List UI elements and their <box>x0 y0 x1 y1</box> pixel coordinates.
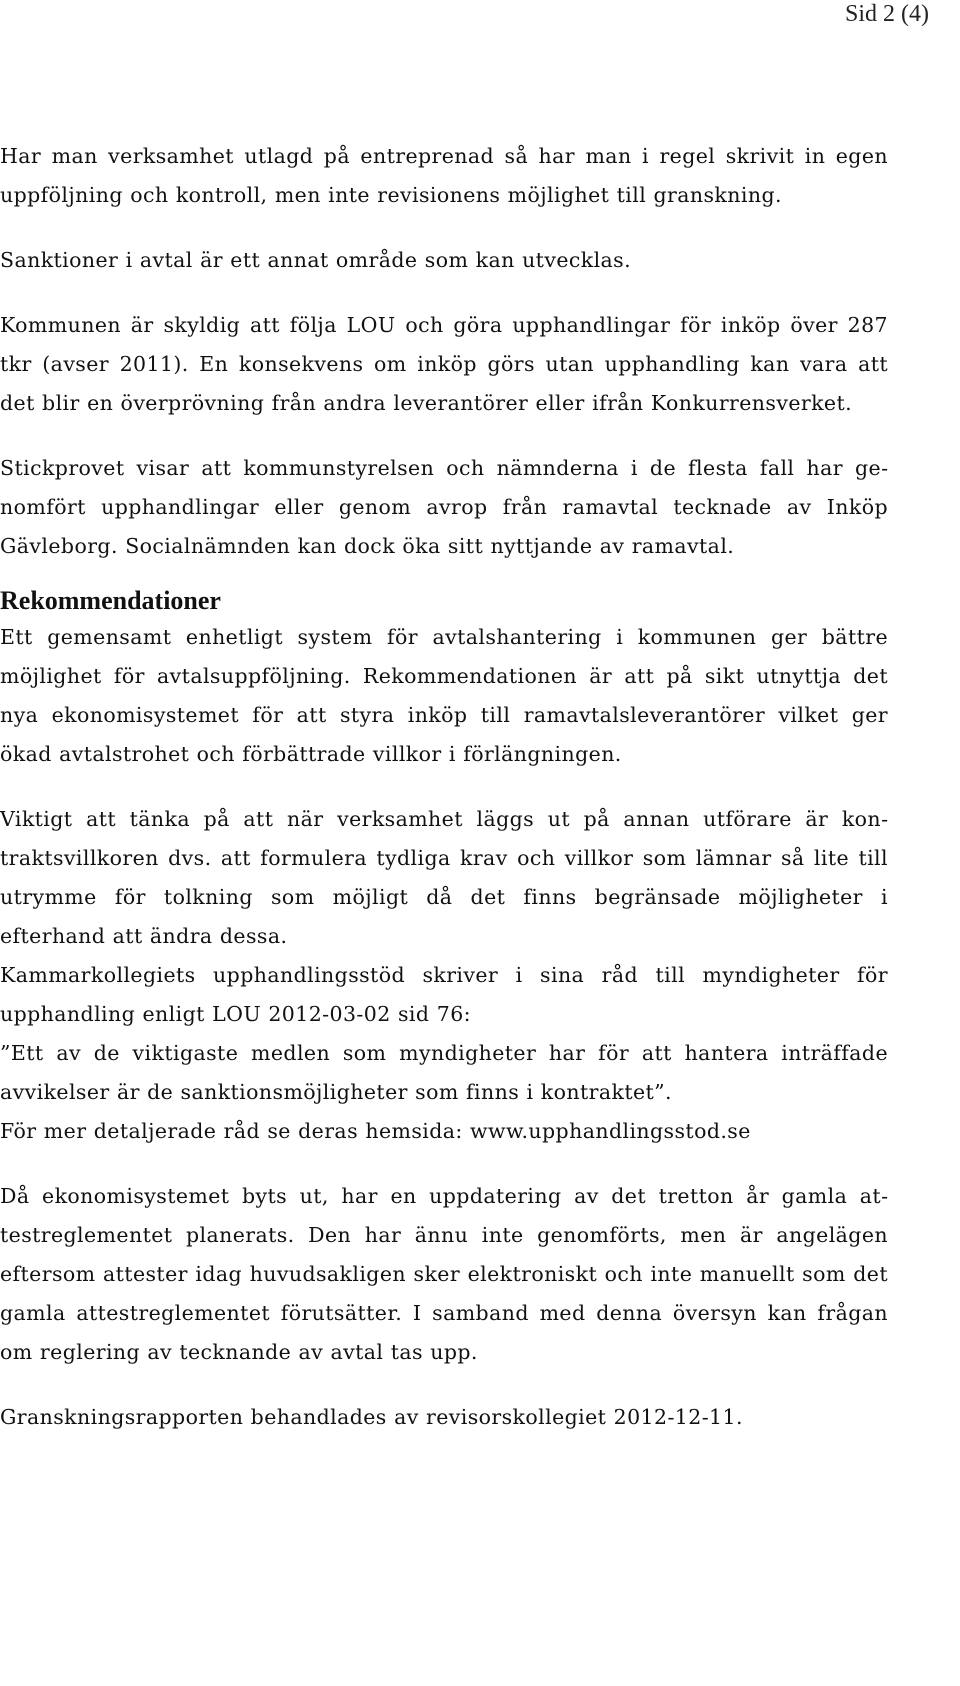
paragraph-kontraktsvillkor: Viktigt att tänka på att när verksamhet läggs ut på annan utförare är kontraktsvillkoren dvs. att formulera tydliga krav och villkor som lämnar så lite till utrymme för tolkning som möjligt då det finns begränsade möjligheter i efterhand att ändra dessa. <box>0 807 888 948</box>
paragraph-sanktioner: Sanktioner i avtal är ett annat område som kan utvecklas. <box>0 248 632 272</box>
section-heading-rekommendationer: Rekommendationer <box>0 586 221 615</box>
paragraph-entreprenad: Har man verksamhet utlagd på entreprenad så har man i regel skrivit in egen uppföljning och kontroll, men inte revisionens möjlighet till granskning. <box>0 144 888 207</box>
paragraph-attestreglemente: Då ekonomisystemet byts ut, har en uppdatering av det tretton år gamla attestreglementet planerats. Den har ännu inte genomförts, men är angelägen eftersom attester idag huvudsakligen sker elektroniskt och inte manuellt som det gamla attestreglementet förutsätter. I samband med denna översyn kan frågan om reglering av tecknande av avtal tas upp. <box>0 1184 888 1364</box>
paragraph-granskningsrapport: Granskningsrapporten behandlades av revisorskollegiet 2012-12-11. <box>0 1405 743 1429</box>
paragraph-stickprovet: Stickprovet visar att kommunstyrelsen och nämnderna i de flesta fall har genomfört upphandlingar eller genom avrop från ramavtal tecknade av Inköp Gävleborg. Socialnämnden kan dock öka sitt nyttjande av ramavtal. <box>0 456 888 558</box>
paragraph-avtalshantering: Ett gemensamt enhetligt system för avtalshantering i kommunen ger bättre möjlighet för avtalsuppföljning. Rekommendationen är att på sikt utnyttja det nya ekonomisystemet för att styra inköp till ramavtalsleverantörer vilket ger ökad avtalstrohet och förbättrade villkor i förlängningen. <box>0 625 888 766</box>
paragraph-kammarkollegiet: Kammarkollegiets upphandlingsstöd skriver i sina råd till myndigheter för upphandling enligt LOU 2012-03-02 sid 76: <box>0 963 888 1026</box>
paragraph-website: För mer detaljerade råd se deras hemsida: www.upphandlingsstod.se <box>0 1119 751 1143</box>
paragraph-lou: Kommunen är skyldig att följa LOU och göra upphandlingar för inköp över 287 tkr (avser 2011). En konsekvens om inköp görs utan upphandling kan vara att det blir en överprövning från andra leverantörer eller ifrån Konkurrensverket. <box>0 313 888 415</box>
paragraph-quote: ”Ett av de viktigaste medlen som myndigheter har för att hantera inträffade avvikelser är de sanktionsmöjligheter som finns i kontraktet”. <box>0 1041 888 1104</box>
page-number: Sid 2 (4) <box>845 1 929 27</box>
document-body <box>0 137 888 1437</box>
